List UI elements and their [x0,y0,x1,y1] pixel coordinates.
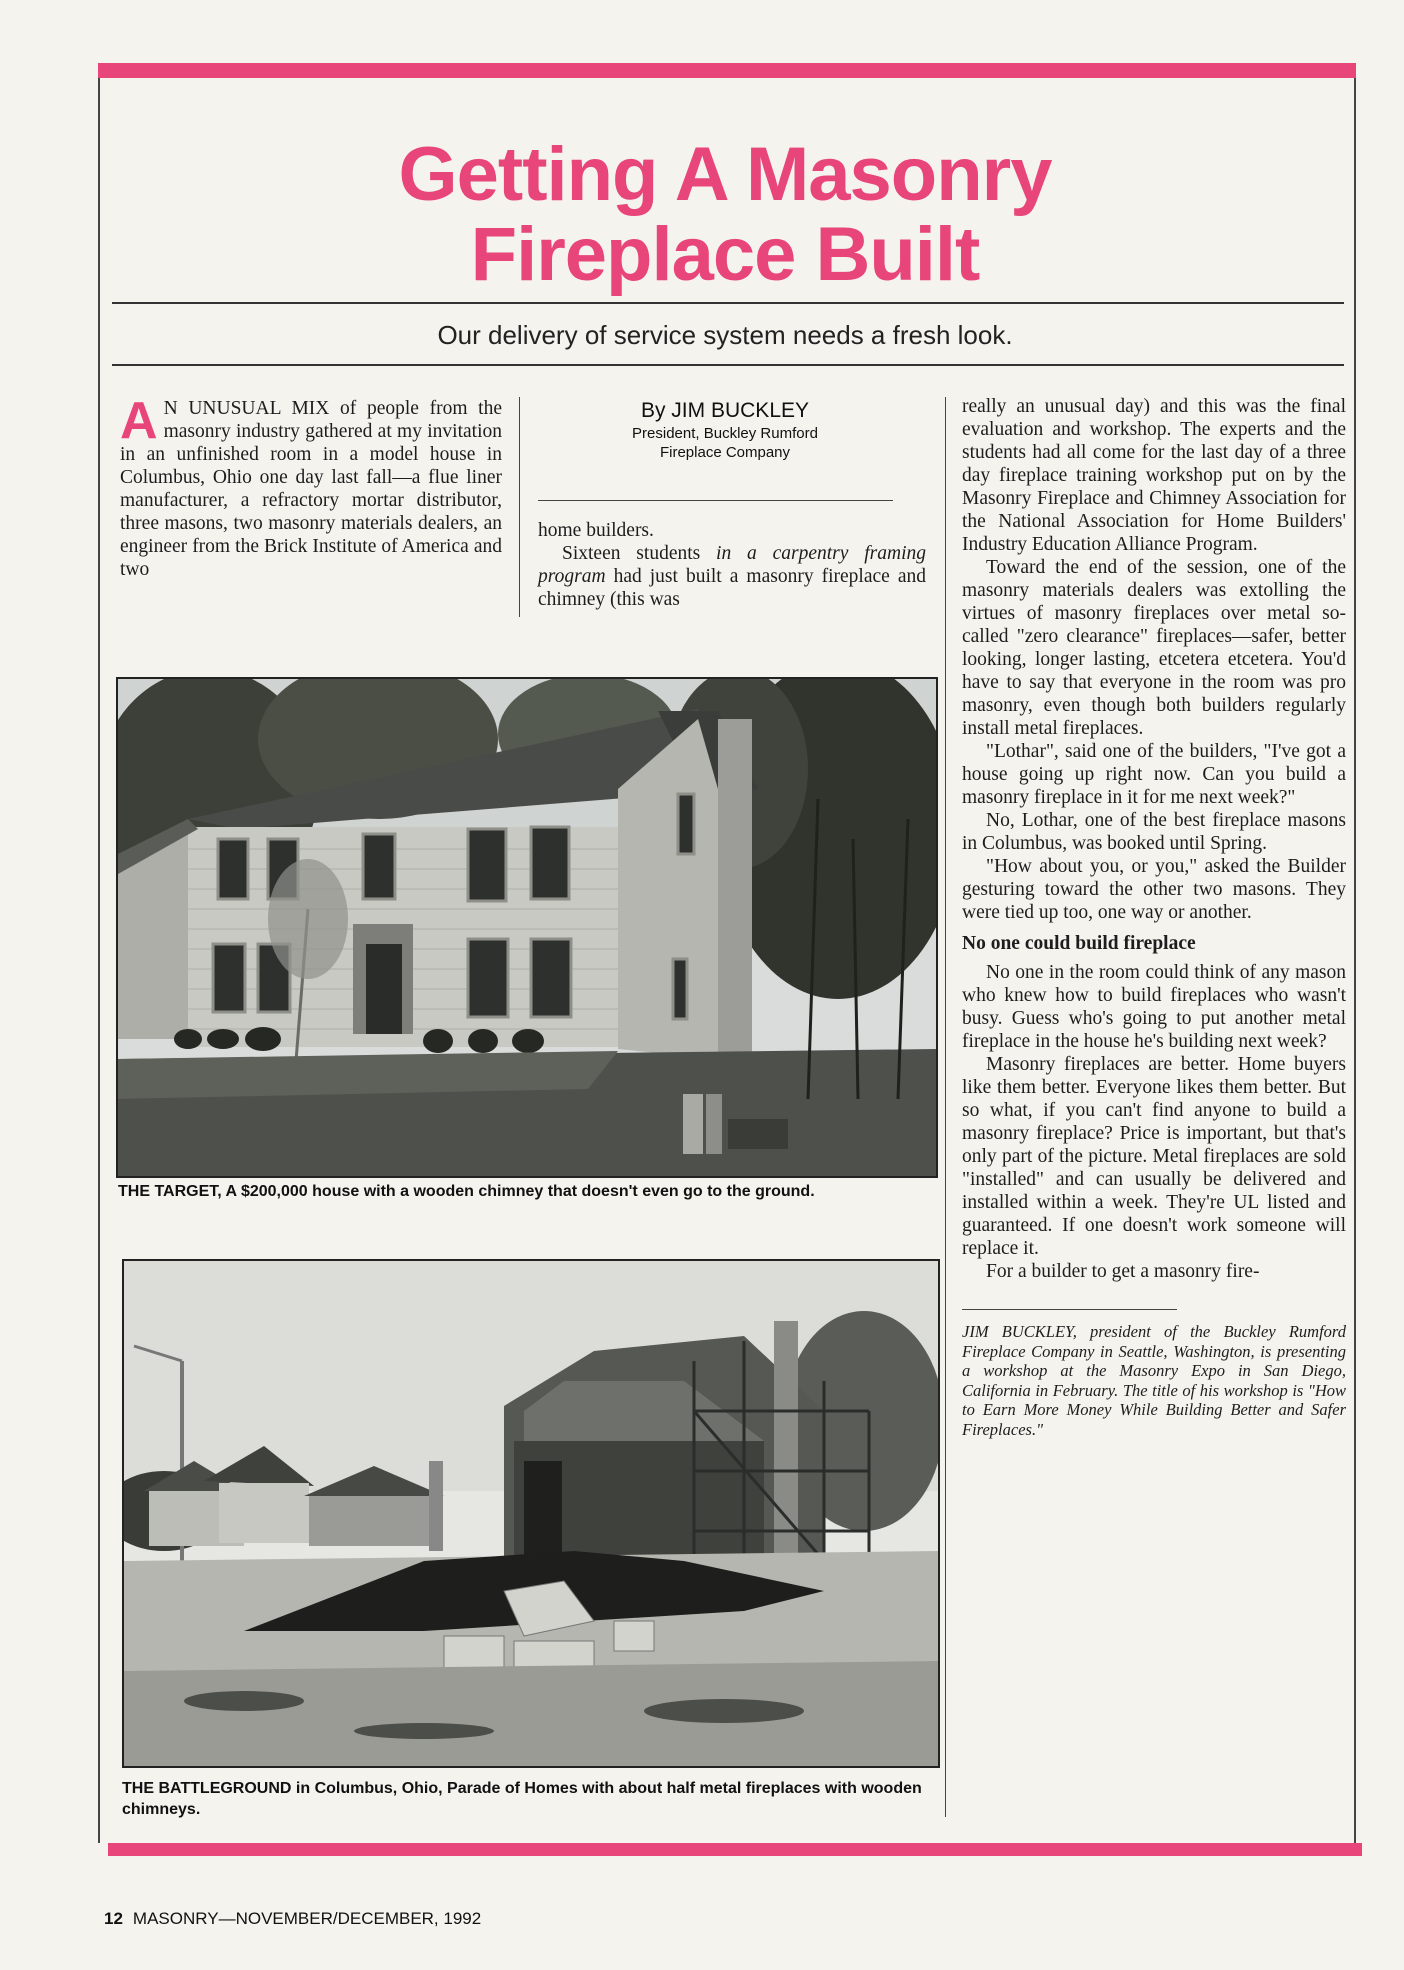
bio-rule [962,1309,1177,1310]
photo-subdivision [122,1259,940,1768]
author-bio: JIM BUCKLEY, president of the Buckley Rumford Fireplace Company in Seattle, Washington, is presenting a workshop at the Masonry Expo in San Diego, California in February. The title of his workshop is "How to Earn More Money While Building Better and Safer Fireplaces." [962,1322,1346,1439]
byline-name: By JIM BUCKLEY [640,399,810,422]
paragraph: No, Lothar, one of the best fireplace masons in Columbus, was booked until Spring. [962,810,1346,854]
opening-paragraph [120,392,502,581]
byline-title-line-2: Fireplace Company [659,444,791,461]
byline-rule [538,500,893,501]
frame-left-rule [98,78,100,1843]
italic-run: in a carpentry framing program [538,543,926,587]
paragraph: home builders. [538,520,654,541]
byline [545,398,905,462]
top-accent-bar [98,63,1356,78]
byline-title [545,424,905,462]
column-divider-1 [519,397,520,617]
text-run: Sixteen students [562,543,717,564]
caption-house: THE TARGET, A $200,000 house with a wooden chimney that doesn't even go to the ground. [118,1183,815,1200]
subhead: No one could build fireplace [962,933,1196,954]
title-line-2: Fireplace Built [470,212,980,297]
paragraph: Toward the end of the session, one of the masonry materials dealers was extolling the virtues of masonry fireplaces over metal so-called "zero clearance" fireplaces—safer, better looking, longer lasting, etcetera etcetera. You'd have to say that everyone in the room was pro masonry, even though both builders regularly install metal fireplaces. [962,557,1346,739]
paragraph: "Lothar", said one of the builders, "I've got a house going up right now. Can you build a masonry fireplace in it for me next week?" [962,741,1346,808]
text-run: had just built a masonry fireplace and chimney (this was [538,566,926,610]
drop-cap: A [120,392,158,450]
column-1 [120,392,502,581]
byline-title-line-1: President, Buckley Rumford [632,425,818,442]
paragraph: Masonry fireplaces are better. Home buyers like them better. Everyone likes them better. But so what, if you can't find anyone to build a masonry fireplace? Price is important, but that's only part of the picture. Metal fireplaces are sold "installed" and can usually be delivered and installed within a week. They're UL listed and guaranteed. If one doesn't work someone will replace it. [962,1054,1346,1259]
title-rule-bottom [112,364,1344,366]
frame-right-rule [1354,78,1356,1843]
paragraph: For a builder to get a masonry fire- [986,1261,1260,1282]
paragraph [538,542,926,611]
photo-house [116,677,938,1178]
paragraph: "How about you, or you," asked the Builder gesturing toward the other two masons. They were tied up too, one way or another. [962,856,1346,923]
column-2 [538,519,926,611]
title-rule-top [112,302,1344,304]
publication-line: MASONRY—NOVEMBER/DECEMBER, 1992 [132,1909,482,1928]
article-title [110,132,1340,297]
caption-subdivision: THE BATTLEGROUND in Columbus, Ohio, Parade of Homes with about half metal fireplaces with wooden chimneys. [122,1780,922,1818]
paragraph: No one in the room could think of any mason who knew how to build fireplaces who wasn't busy. Guess who's going to put another metal fireplace in the house he's building next week? [962,962,1346,1052]
column-divider-2 [945,397,946,1817]
opening-text: N UNUSUAL MIX of people from the masonry industry gathered at my invitation in an unfinished room in a model house in Columbus, Ohio one day last fall—a flue liner manufacturer, a refractory mortar distributor, three masons, two masonry materials dealers, an engineer from the Brick Institute of America and two [120,398,502,580]
article-subtitle: Our delivery of service system needs a fresh look. [437,320,1013,350]
paragraph: really an unusual day) and this was the final evaluation and workshop. The experts and the students had all come for the last day of a three day fireplace training workshop put on by the Masonry Fireplace and Chimney Association for the National Association for Home Builders' Industry Education Alliance Program. [962,396,1346,555]
page-number: 12 [104,1909,123,1928]
bottom-accent-bar [108,1843,1362,1856]
page-footer [104,1909,481,1929]
title-line-1: Getting A Masonry [398,132,1052,217]
column-3 [962,395,1346,1439]
